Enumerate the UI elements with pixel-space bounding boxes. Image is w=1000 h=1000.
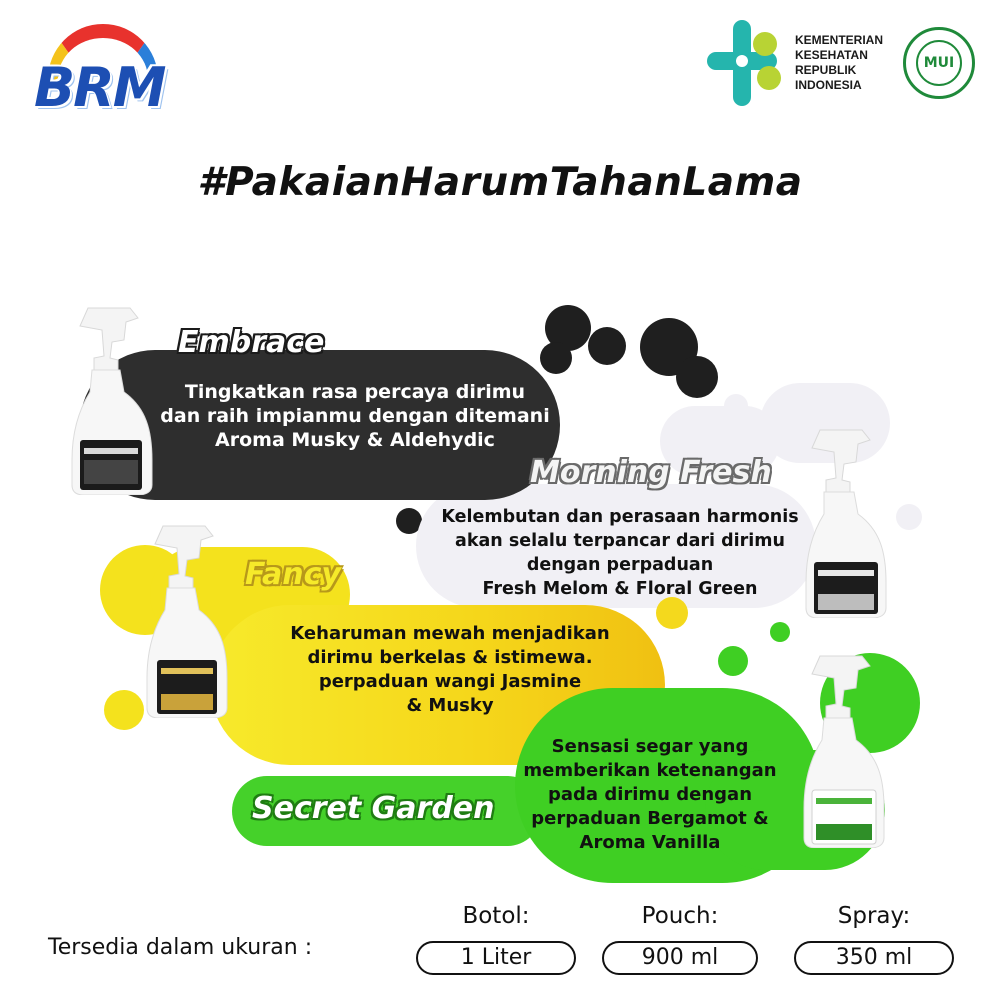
- morning-fresh-title: Morning Fresh: [530, 455, 772, 490]
- size-value-botol: 1 Liter: [416, 941, 576, 975]
- secret-garden-line: Sensasi segar yang: [551, 736, 749, 757]
- embrace-title: Embrace: [178, 325, 325, 360]
- headline-hashtag: #PakaianHarumTahanLama: [197, 160, 803, 205]
- morning-fresh-bottle-image: [800, 422, 892, 618]
- fancy-line: Keharuman mewah menjadikan: [290, 623, 610, 644]
- decor-dot: [104, 690, 144, 730]
- secret-garden-description: [505, 735, 795, 855]
- secret-garden-bottle-image: [800, 648, 890, 848]
- secret-garden-line: Aroma Vanilla: [579, 832, 721, 853]
- secret-garden-line: pada dirimu dengan: [547, 784, 753, 805]
- fancy-line: & Musky: [406, 695, 494, 716]
- fancy-line: perpaduan wangi Jasmine: [318, 671, 582, 692]
- secret-garden-title: Secret Garden: [252, 791, 495, 826]
- decor-dot: [676, 356, 718, 398]
- morning-fresh-line: Kelembutan dan perasaan harmonis: [441, 507, 799, 527]
- decor-dot: [718, 646, 748, 676]
- availability-label: Tersedia dalam ukuran :: [48, 935, 313, 960]
- size-value-spray: 350 ml: [794, 941, 954, 975]
- decor-dot: [656, 597, 688, 629]
- brm-logo-text: BRM: [34, 56, 165, 119]
- kemenkes-name: [795, 33, 905, 93]
- halal-seal-center: MUI: [916, 40, 962, 86]
- size-value-pouch: 900 ml: [602, 941, 758, 975]
- fancy-title: Fancy: [245, 557, 341, 592]
- morning-fresh-line: Fresh Melom & Floral Green: [482, 579, 758, 599]
- kemenkes-line: INDONESIA: [795, 78, 862, 92]
- morning-fresh-line: akan selalu terpancar dari dirimu: [455, 531, 785, 551]
- halal-mui-seal: [903, 27, 975, 99]
- kemenkes-line: KEMENTERIAN: [795, 33, 884, 47]
- morning-fresh-line: dengan perpaduan: [526, 555, 714, 575]
- kemenkes-line: REPUBLIK: [795, 63, 857, 77]
- morning-fresh-description: [440, 505, 800, 601]
- embrace-bottle-image: [68, 300, 158, 495]
- kemenkes-logo-icon: [707, 20, 787, 106]
- fancy-line: dirimu berkelas & istimewa.: [307, 647, 593, 668]
- size-type-botol: Botol:: [462, 903, 530, 929]
- kemenkes-line: KESEHATAN: [795, 48, 868, 62]
- brm-logo: [28, 18, 168, 128]
- embrace-description: [150, 380, 560, 452]
- secret-garden-line: perpaduan Bergamot &: [531, 808, 769, 829]
- embrace-line: Aroma Musky & Aldehydic: [215, 429, 495, 451]
- embrace-line: Tingkatkan rasa percaya dirimu: [184, 381, 526, 403]
- decor-dot: [770, 622, 790, 642]
- size-type-spray: Spray:: [837, 903, 911, 929]
- embrace-line: dan raih impianmu dengan ditemani: [160, 405, 550, 427]
- fancy-description: [250, 622, 650, 718]
- size-type-pouch: Pouch:: [641, 903, 719, 929]
- decor-dot: [540, 342, 572, 374]
- decor-dot: [588, 327, 626, 365]
- secret-garden-line: memberikan ketenangan: [523, 760, 777, 781]
- decor-dot: [896, 504, 922, 530]
- fancy-bottle-image: [143, 518, 233, 718]
